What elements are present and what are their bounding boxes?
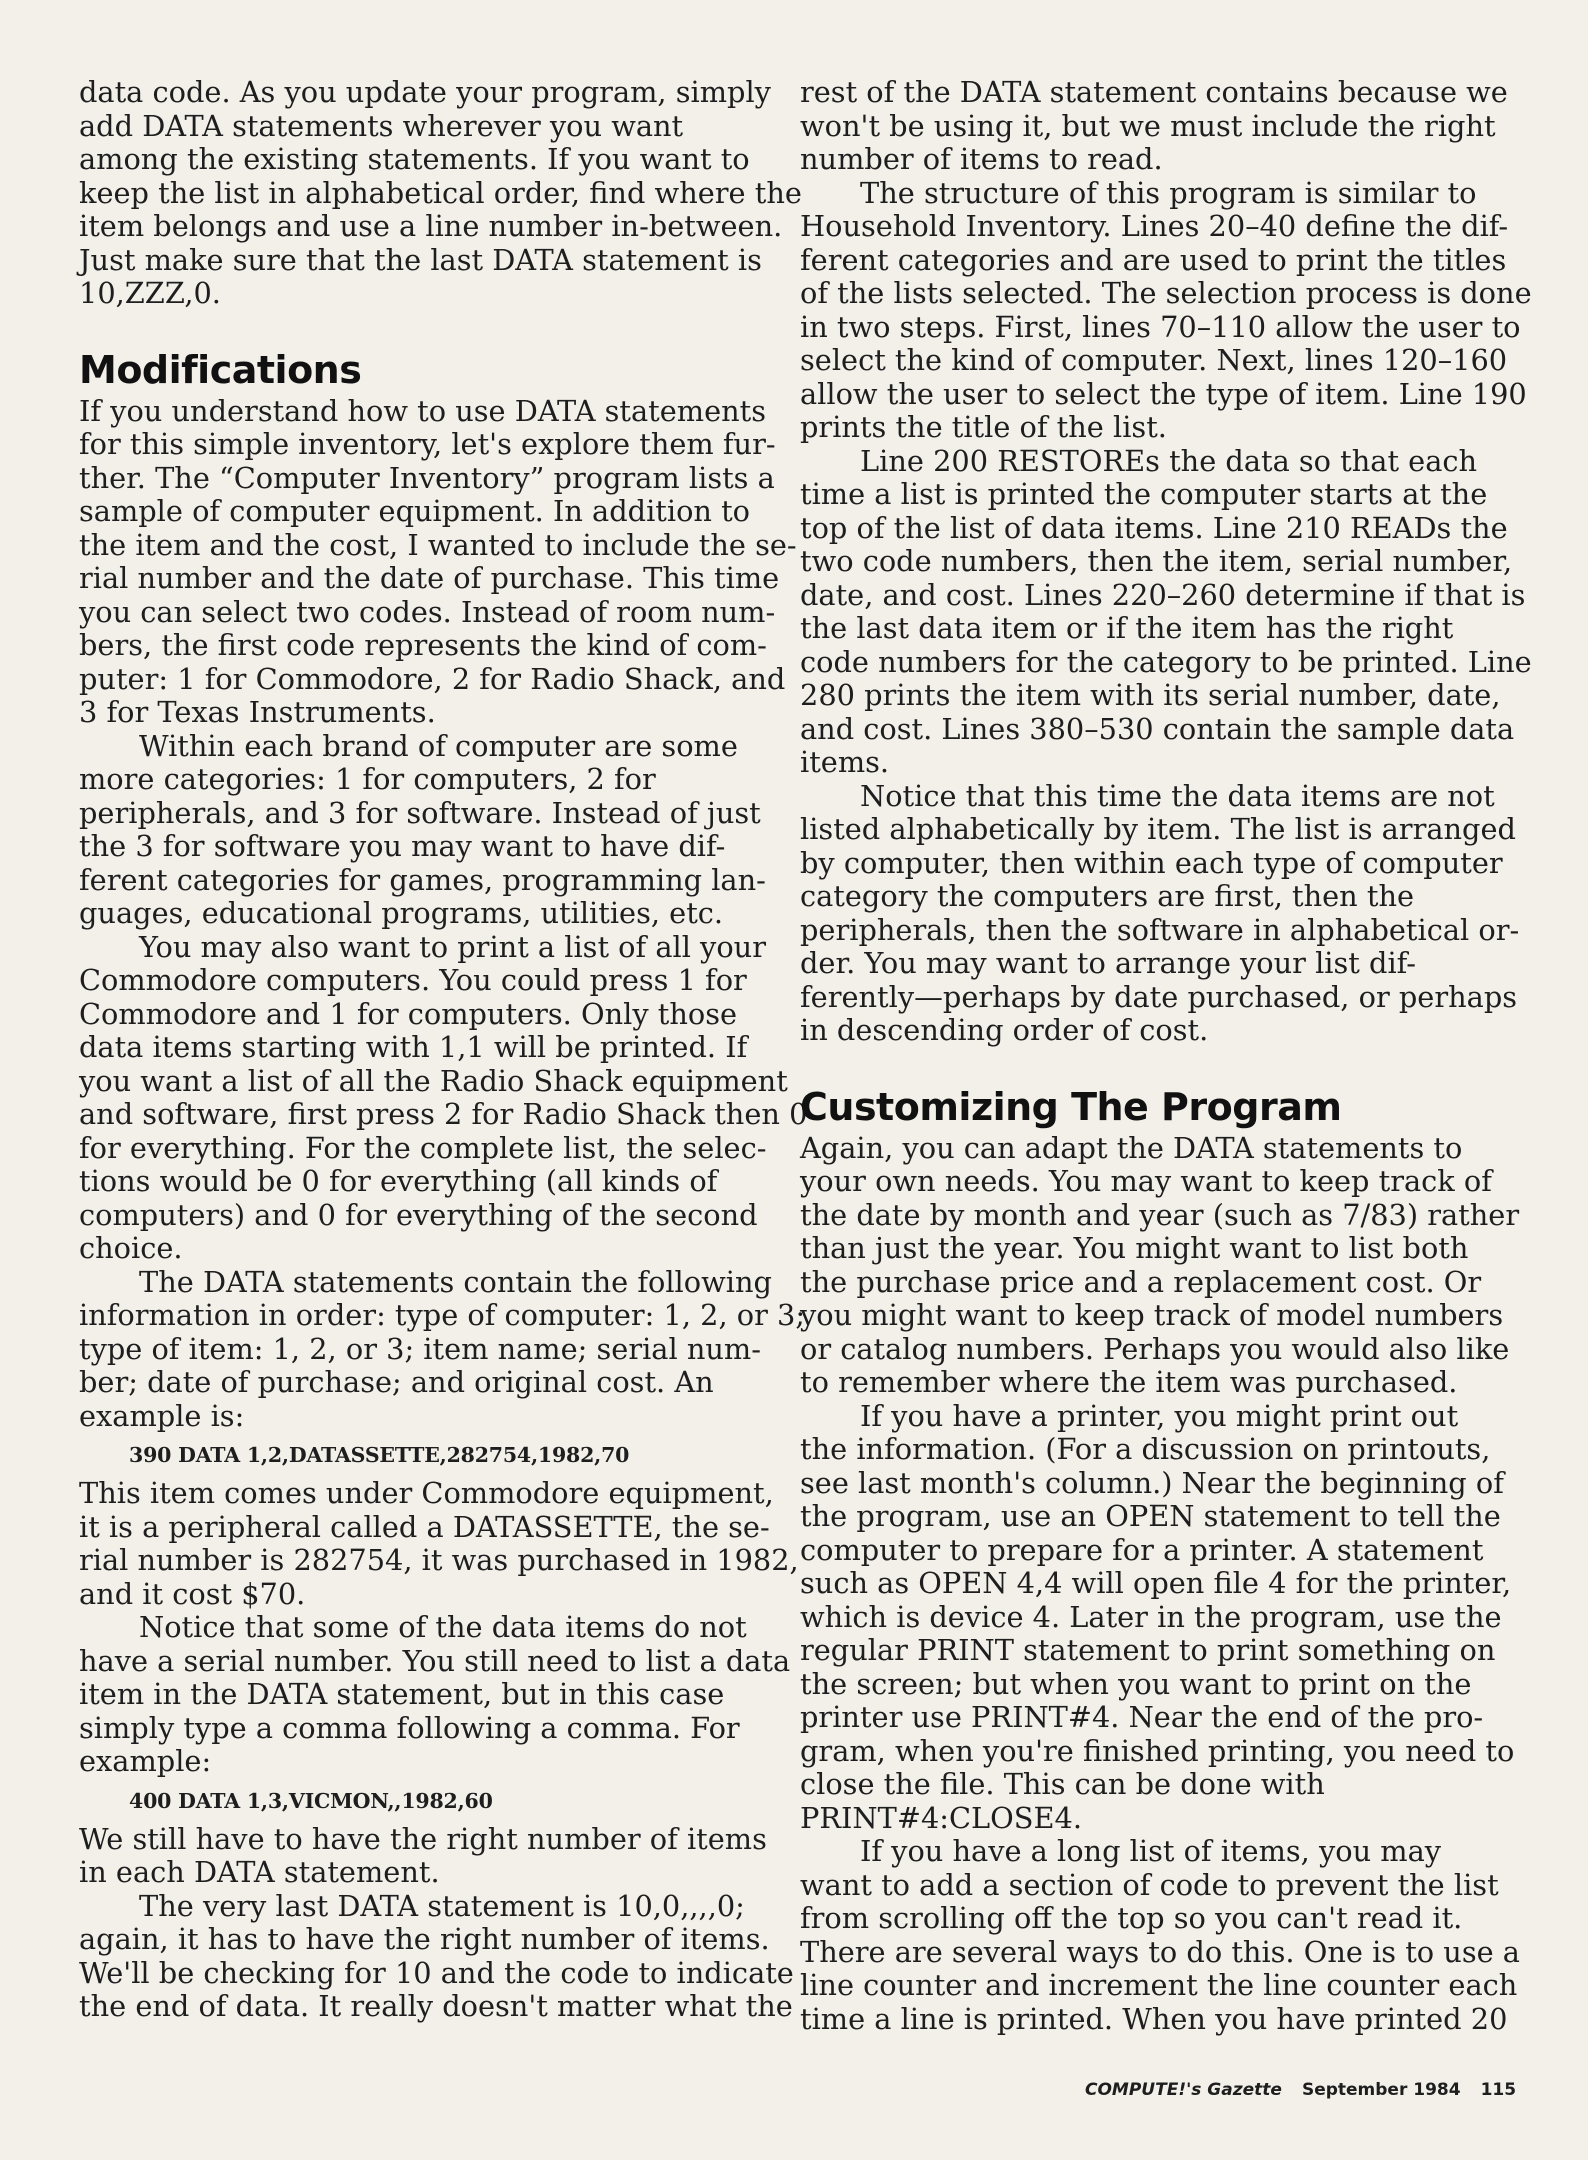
text-line: guages, educational programs, utilities, etc. (79, 896, 724, 930)
text-line: the purchase price and a replacement cost. Or (800, 1264, 1482, 1299)
paragraph-first-line: The structure of this program is similar to (860, 175, 1477, 210)
text-line: to remember where the item was purchased. (800, 1365, 1458, 1399)
text-line: number of items to read. (800, 142, 1163, 176)
text-line: This item comes under Commodore equipment, (79, 1476, 774, 1510)
text-line: keep the list in alphabetical order, find where the (79, 175, 802, 210)
text-line: der. You may want to arrange your list dif- (800, 946, 1417, 980)
paragraph-first-line: The DATA statements contain the following (139, 1264, 772, 1299)
text-line: the screen; but when you want to print on the (800, 1666, 1472, 1701)
text-line: bers, the first code represents the kind of com- (79, 628, 767, 662)
text-line: Just make sure that the last DATA statement is (79, 242, 762, 277)
text-line: want to add a section of code to prevent the list (800, 1867, 1499, 1902)
text-line: close the file. This can be done with (800, 1767, 1325, 1801)
text-line: and it cost $70. (79, 1576, 306, 1611)
code-example: 390 DATA 1,2,DATASSETTE,282754,1982,70 (129, 1443, 630, 1467)
spacer (79, 311, 779, 345)
paragraph-first-line: If you have a long list of items, you may (860, 1834, 1442, 1868)
text-line: There are several ways to do this. One is to use a (800, 1934, 1520, 1969)
text-line: regular PRINT statement to print something on (800, 1633, 1496, 1667)
page-footer (1085, 2080, 1516, 2100)
text-line: PRINT#4:CLOSE4. (800, 1800, 1082, 1835)
text-line: If you understand how to use DATA statements (79, 393, 767, 428)
text-line: example is: (79, 1398, 245, 1433)
text-line: for this simple inventory, let's explore them fur- (79, 427, 776, 461)
text-line: information in order: type of computer: 1, 2, or 3; (79, 1298, 806, 1332)
text-line: the last data item or if the item has the right (800, 611, 1454, 645)
text-line: category the computers are first, then the (800, 879, 1415, 913)
text-line: sample of computer equipment. In addition to (79, 494, 751, 528)
text-line: item belongs and use a line number in-between. (79, 209, 783, 243)
text-line: date, and cost. Lines 220–260 determine if that is (800, 577, 1526, 612)
text-line: prints the title of the list. (800, 410, 1167, 444)
paragraph-first-line: Notice that some of the data items do not (139, 1610, 747, 1644)
text-line: tions would be 0 for everything (all kinds of (79, 1164, 718, 1198)
text-line: Again, you can adapt the DATA statements to (800, 1130, 1463, 1165)
text-line: the date by month and year (such as 7/83) rather (800, 1197, 1520, 1232)
text-line: won't be using it, but we must include the right (800, 108, 1496, 143)
text-line: by computer, then within each type of computer (800, 845, 1503, 880)
text-line: the information. (For a discussion on printouts, (800, 1432, 1491, 1466)
text-line: ferently—perhaps by date purchased, or perhaps (800, 979, 1518, 1014)
text-line: time a list is printed the computer starts at the (800, 477, 1488, 511)
text-line: 280 prints the item with its serial number, date, (800, 678, 1501, 712)
text-line: item in the DATA statement, but in this case (79, 1677, 725, 1711)
text-line: computers) and 0 for everything of the second (79, 1197, 758, 1232)
text-line: ferent categories and are used to print the titles (800, 242, 1507, 277)
text-line: 10,ZZZ,0. (79, 276, 221, 310)
text-line: ferent categories for games, programming lan- (79, 862, 766, 897)
text-line: you might want to keep track of model numbers (800, 1298, 1504, 1332)
text-line: add DATA statements wherever you want (79, 108, 684, 143)
text-line: you can select two codes. Instead of room num- (79, 594, 776, 629)
text-line: your own needs. You may want to keep track of (800, 1164, 1492, 1198)
text-line: Household Inventory. Lines 20–40 define the dif- (800, 209, 1509, 243)
text-line: the end of data. It really doesn't matter what the (79, 1989, 793, 2023)
text-line: listed alphabetically by item. The list is arranged (800, 812, 1516, 846)
text-line: among the existing statements. If you want to (79, 142, 750, 176)
text-line: computer to prepare for a printer. A statement (800, 1532, 1484, 1567)
text-line: such as OPEN 4,4 will open file 4 for the printer, (800, 1566, 1512, 1600)
text-line: ther. The “Computer Inventory” program lists a (79, 460, 775, 495)
text-line: We'll be checking for 10 and the code to indicate (79, 1955, 794, 1990)
text-line: gram, when you're finished printing, you need to (800, 1733, 1515, 1768)
text-line: rial number and the date of purchase. This time (79, 561, 780, 595)
text-line: the item and the cost, I wanted to include the se- (79, 527, 797, 562)
text-line: printer use PRINT#4. Near the end of the pro- (800, 1700, 1484, 1734)
text-line: more categories: 1 for computers, 2 for (79, 762, 656, 796)
text-line: 3 for Texas Instruments. (79, 695, 436, 729)
text-line: choice. (79, 1231, 183, 1265)
text-line: simply type a comma following a comma. For (79, 1710, 740, 1745)
section-heading: Modifications (79, 347, 362, 392)
footer-page-number: 115 (1480, 2080, 1517, 2100)
left-column (79, 75, 808, 2024)
text-line: in each DATA statement. (79, 1855, 440, 1889)
text-line: in two steps. First, lines 70–110 allow the user to (800, 309, 1521, 344)
paragraph-first-line: If you have a printer, you might print out (860, 1398, 1459, 1433)
text-line: line counter and increment the line counter each (800, 1968, 1518, 2002)
paragraph-first-line: You may also want to print a list of all your (139, 929, 766, 964)
text-line: have a serial number. You still need to list a data (79, 1643, 791, 1678)
footer-date: September 1984 (1301, 2080, 1461, 2100)
text-line: of the lists selected. The selection process is done (800, 276, 1532, 310)
text-line: two code numbers, then the item, serial number, (800, 544, 1513, 578)
text-line: the program, use an OPEN statement to tell the (800, 1499, 1501, 1533)
section-heading: Customizing The Program (800, 1084, 1342, 1129)
text-line: peripherals, then the software in alphabetical or- (800, 912, 1520, 947)
code-example: 400 DATA 1,3,VICMON,,1982,60 (129, 1788, 493, 1813)
text-line: We still have to have the right number of items (79, 1821, 767, 1856)
text-line: data items starting with 1,1 will be printed. If (79, 1030, 748, 1064)
text-line: see last month's column.) Near the beginning of (800, 1465, 1504, 1500)
text-line: example: (79, 1744, 212, 1778)
text-line: Commodore computers. You could press 1 for (79, 963, 747, 997)
text-line: rest of the DATA statement contains because we (800, 75, 1508, 109)
text-line: which is device 4. Later in the program, use the (800, 1599, 1502, 1634)
text-line: top of the list of data items. Line 210 READs the (800, 510, 1508, 545)
text-line: type of item: 1, 2, or 3; item name; serial num- (79, 1331, 761, 1366)
text-line: than just the year. You might want to list both (800, 1231, 1469, 1265)
text-line: in descending order of cost. (800, 1013, 1209, 1047)
text-line: data code. As you update your program, simply (79, 75, 771, 109)
text-line: again, it has to have the right number of items. (79, 1922, 770, 1956)
right-column (800, 75, 1532, 2036)
text-line: peripherals, and 3 for software. Instead of just (79, 795, 761, 830)
spacer (800, 1048, 1510, 1082)
footer-magazine: COMPUTE!'s Gazette (1085, 2080, 1282, 2100)
text-line: from scrolling off the top so you can't read it. (800, 1901, 1463, 1935)
text-line: rial number is 282754, it was purchased in 1982, (79, 1543, 799, 1577)
paragraph-first-line: The very last DATA statement is 10,0,,,,0; (139, 1888, 745, 1923)
text-line: ber; date of purchase; and original cost. An (79, 1365, 714, 1399)
text-line: for everything. For the complete list, the selec- (79, 1130, 767, 1165)
text-line: the 3 for software you may want to have dif- (79, 829, 726, 863)
text-line: you want a list of all the Radio Shack equipment (79, 1063, 788, 1098)
text-line: code numbers for the category to be printed. Line (800, 644, 1532, 679)
paragraph-first-line: Notice that this time the data items are not (860, 778, 1495, 813)
text-line: select the kind of computer. Next, lines 120–160 (800, 343, 1508, 377)
text-line: and cost. Lines 380–530 contain the sample data (800, 711, 1515, 746)
text-line: items. (800, 745, 890, 779)
text-line: and software, first press 2 for Radio Shack then 0 (79, 1097, 808, 1131)
text-line: it is a peripheral called a DATASSETTE, the se- (79, 1509, 770, 1544)
text-line: puter: 1 for Commodore, 2 for Radio Shack, and (79, 661, 786, 696)
text-line: Commodore and 1 for computers. Only those (79, 996, 738, 1031)
text-line: time a line is printed. When you have printed 20 (800, 2001, 1508, 2036)
paragraph-first-line: Within each brand of computer are some (139, 728, 738, 763)
text-line: allow the user to select the type of item. Line 190 (800, 376, 1527, 411)
text-line: or catalog numbers. Perhaps you would also like (800, 1331, 1510, 1366)
paragraph-first-line: Line 200 RESTOREs the data so that each (860, 443, 1478, 478)
